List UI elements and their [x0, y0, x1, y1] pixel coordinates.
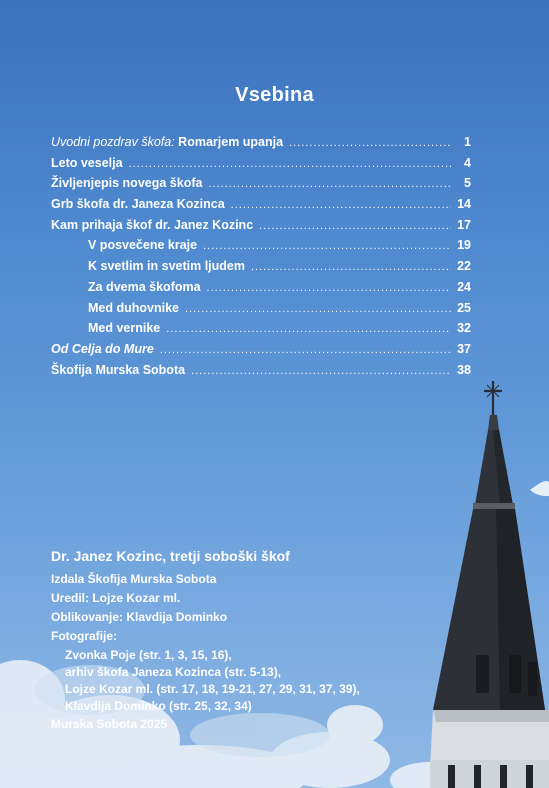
toc-entry-title: Med duhovnike [88, 300, 179, 315]
toc-entry-lead: Uvodni pozdrav škofa: [51, 135, 175, 149]
photo-credit: arhiv škofa Janeza Kozinca (str. 5-13), [65, 665, 282, 679]
editor-line: Uredil: Lojze Kozar ml. [51, 591, 181, 605]
toc-page-number: 1 [464, 135, 471, 149]
toc-page-number: 14 [457, 197, 471, 212]
toc-entry-title: Leto veselja [51, 155, 123, 170]
toc-entry-title: Od Celja do Mure [51, 341, 154, 356]
toc-entry[interactable] [51, 218, 471, 239]
toc-entry-title [51, 135, 283, 149]
toc-entry[interactable] [51, 342, 471, 363]
church-spire [430, 381, 549, 788]
toc-page-number: 4 [464, 155, 471, 170]
toc-subentry[interactable] [51, 238, 471, 259]
toc-page-number: 38 [457, 362, 471, 377]
photo-credit: Klavdija Dominko (str. 25, 32, 34) [65, 699, 252, 713]
table-of-contents [51, 135, 471, 383]
toc-entry[interactable] [51, 156, 471, 177]
toc-leader-dots [203, 240, 451, 252]
toc-leader-dots [208, 178, 451, 190]
toc-entry[interactable] [51, 135, 471, 156]
toc-leader-dots [191, 365, 451, 377]
toc-leader-dots [166, 323, 451, 335]
toc-leader-dots [251, 261, 451, 273]
photo-credit: Lojze Kozar ml. (str. 17, 18, 19-21, 27, 29, 31, 37, 39), [65, 682, 360, 696]
toc-entry-title: Za dvema škofoma [88, 279, 201, 294]
publication-title: Dr. Janez Kozinc, tretji soboški škof [51, 548, 290, 564]
photo-credit: Zvonka Poje (str. 1, 3, 15, 16), [65, 648, 232, 662]
toc-leader-dots [207, 282, 451, 294]
toc-page-number: 19 [457, 238, 471, 253]
toc-page-number: 37 [457, 341, 471, 356]
toc-entry[interactable] [51, 197, 471, 218]
toc-leader-dots [231, 199, 451, 211]
toc-entry-text: Romarjem upanja [178, 135, 284, 149]
toc-page-number: 32 [457, 321, 471, 336]
toc-page-number: 5 [464, 176, 471, 191]
toc-subentry[interactable] [51, 259, 471, 280]
place-year-line: Murska Sobota 2025 [51, 717, 168, 731]
design-line: Oblikovanje: Klavdija Dominko [51, 610, 228, 624]
toc-leader-dots [129, 158, 451, 170]
photos-label: Fotografije: [51, 629, 117, 643]
toc-entry-title: K svetlim in svetim ljudem [88, 259, 245, 274]
toc-leader-dots [289, 137, 451, 149]
toc-page-number: 25 [457, 300, 471, 315]
toc-leader-dots [185, 303, 451, 315]
colophon [51, 548, 431, 736]
toc-entry[interactable] [51, 176, 471, 197]
toc-page-number: 22 [457, 259, 471, 274]
toc-subentry[interactable] [51, 280, 471, 301]
toc-leader-dots [160, 344, 451, 356]
toc-page-number: 17 [457, 217, 471, 232]
toc-subentry[interactable] [51, 321, 471, 342]
page-title: Vsebina [235, 84, 314, 106]
toc-entry-title: Življenjepis novega škofa [51, 176, 203, 191]
toc-subentry[interactable] [51, 301, 471, 322]
toc-entry[interactable] [51, 363, 471, 384]
publisher-line: Izdala Škofija Murska Sobota [51, 572, 217, 586]
toc-page-number: 24 [457, 279, 471, 294]
toc-entry-title: Škofija Murska Sobota [51, 362, 186, 377]
small-cloud [530, 481, 549, 496]
toc-entry-title: Med vernike [88, 321, 161, 336]
toc-entry-title: V posvečene kraje [88, 238, 198, 253]
toc-leader-dots [259, 220, 451, 232]
toc-entry-title: Kam prihaja škof dr. Janez Kozinc [51, 217, 254, 232]
toc-entry-title: Grb škofa dr. Janeza Kozinca [51, 197, 225, 212]
